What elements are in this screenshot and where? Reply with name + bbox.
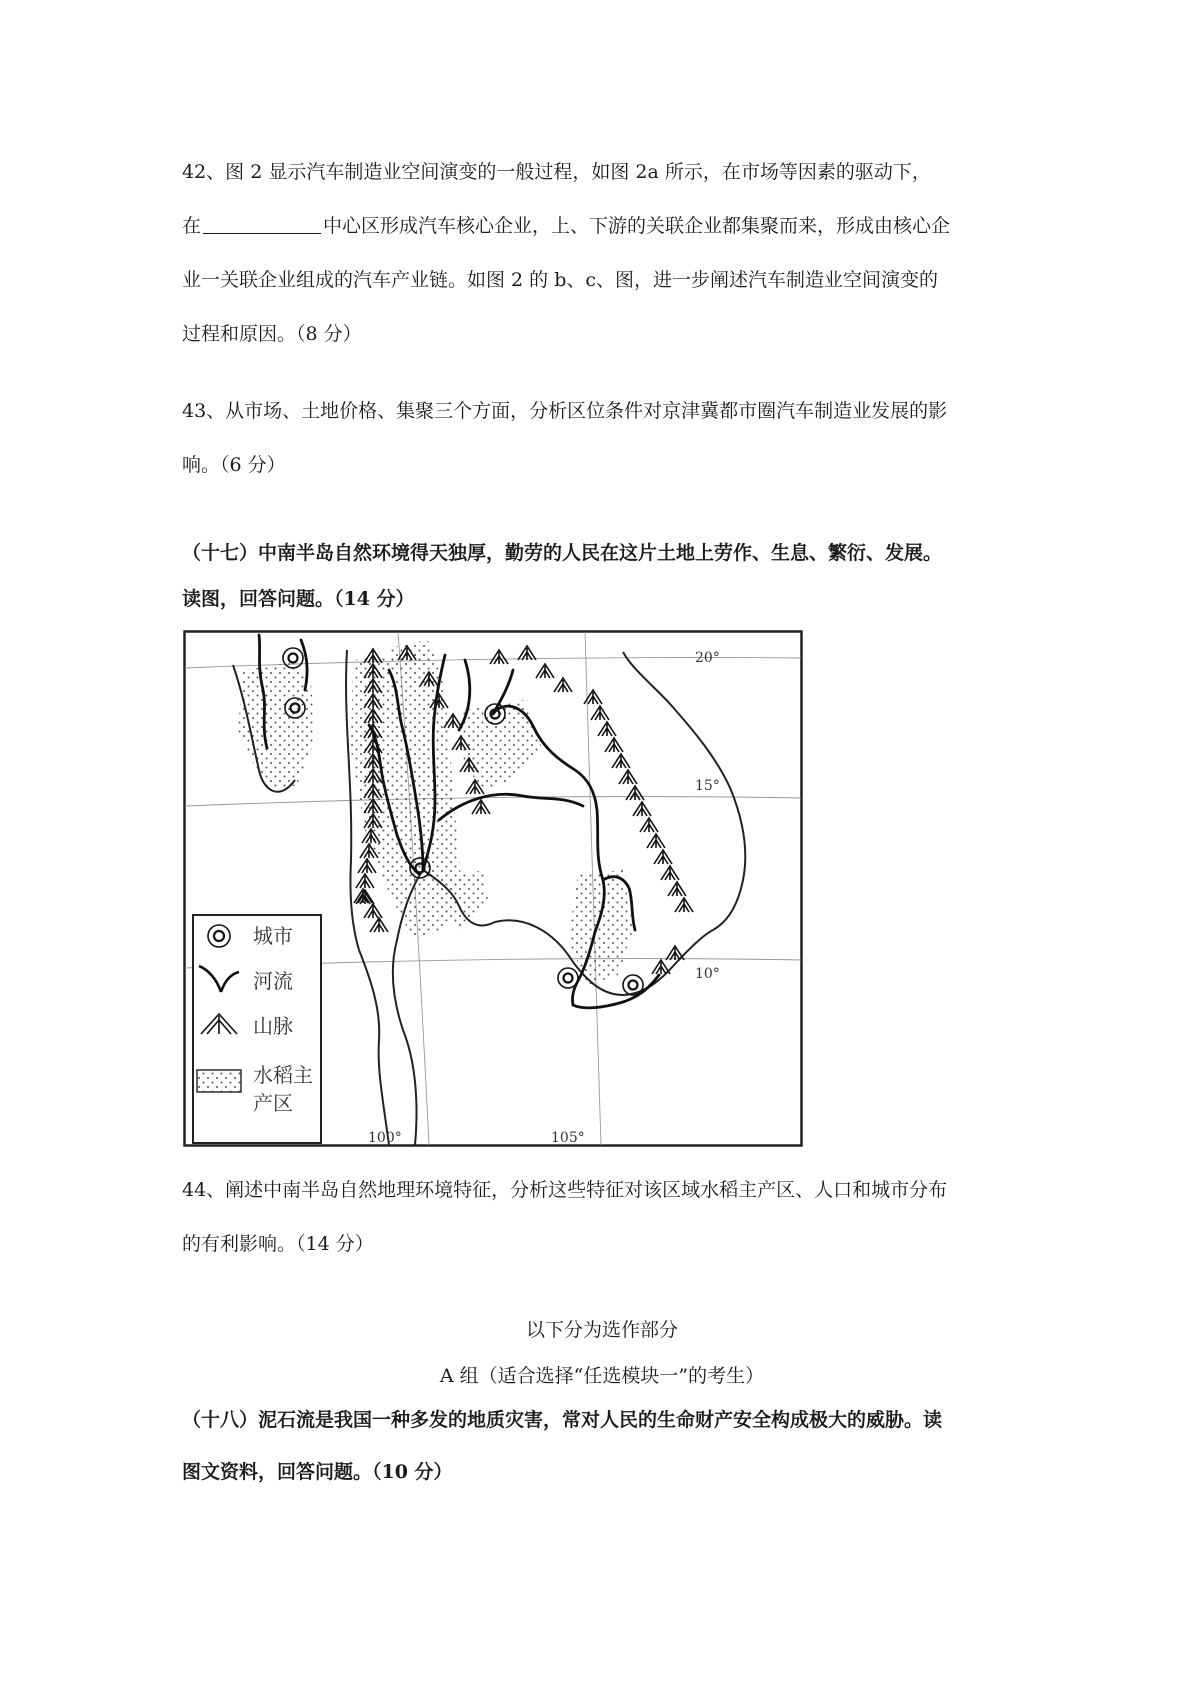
indochina-map bbox=[183, 630, 803, 1147]
q42-line-3: 业一关联企业组成的汽车产业链。如图 2 的 b、c、图，进一步阐述汽车制造业空间演变的 bbox=[182, 269, 939, 291]
lon-label-105: 105° bbox=[551, 1130, 585, 1146]
q43-line-1: 43、从市场、土地价格、集聚三个方面，分析区位条件对京津冀都市圈汽车制造业发展的影 bbox=[182, 400, 948, 422]
q42-line-2-start: 在 bbox=[182, 215, 202, 237]
section-18-line-1: （十八）泥石流是我国一种多发的地质灾害，常对人民的生命财产安全构成极大的威胁。读 bbox=[182, 1409, 943, 1431]
group-a-heading: A 组（适合选择“任选模块一”的考生） bbox=[439, 1365, 765, 1387]
lon-label-100: 100° bbox=[368, 1130, 402, 1146]
q43-line-2: 响。（6 分） bbox=[182, 454, 286, 476]
legend-mountain-label: 山脉 bbox=[253, 1014, 293, 1038]
lat-label-20: 20° bbox=[695, 650, 720, 666]
legend-rice-swatch bbox=[197, 1070, 241, 1092]
legend-rice-label-2: 产区 bbox=[253, 1091, 293, 1115]
section-17-line-1: （十七）中南半岛自然环境得天独厚，勤劳的人民在这片土地上劳作、生息、繁衍、发展。 bbox=[182, 542, 943, 564]
legend-river-label: 河流 bbox=[253, 969, 293, 993]
q44-line-2: 的有利影响。（14 分） bbox=[182, 1233, 374, 1255]
q42-line-1: 42、图 2 显示汽车制造业空间演变的一般过程，如图 2a 所示，在市场等因素的驱动下， bbox=[182, 161, 931, 183]
q42-line-4: 过程和原因。（8 分） bbox=[182, 323, 362, 345]
legend-rice-label-1: 水稻主 bbox=[253, 1063, 313, 1087]
answer-blank[interactable] bbox=[203, 215, 321, 234]
q42-line-2-end: 中心区形成汽车核心企业，上、下游的关联企业都集聚而来，形成由核心企 bbox=[323, 215, 951, 237]
q44-line-1: 44、阐述中南半岛自然地理环境特征，分析这些特征对该区域水稻主产区、人口和城市分布 bbox=[182, 1179, 948, 1201]
lat-label-15: 15° bbox=[695, 778, 720, 794]
lat-label-10: 10° bbox=[695, 966, 720, 982]
legend-city-label: 城市 bbox=[253, 924, 293, 948]
section-18-line-2: 图文资料，回答问题。（10 分） bbox=[182, 1461, 453, 1483]
q42-line-2 bbox=[182, 200, 1022, 252]
section-17-line-2: 读图，回答问题。（14 分） bbox=[182, 588, 415, 610]
elective-heading: 以下分为选作部分 bbox=[525, 1319, 678, 1341]
map-legend bbox=[193, 915, 321, 1143]
